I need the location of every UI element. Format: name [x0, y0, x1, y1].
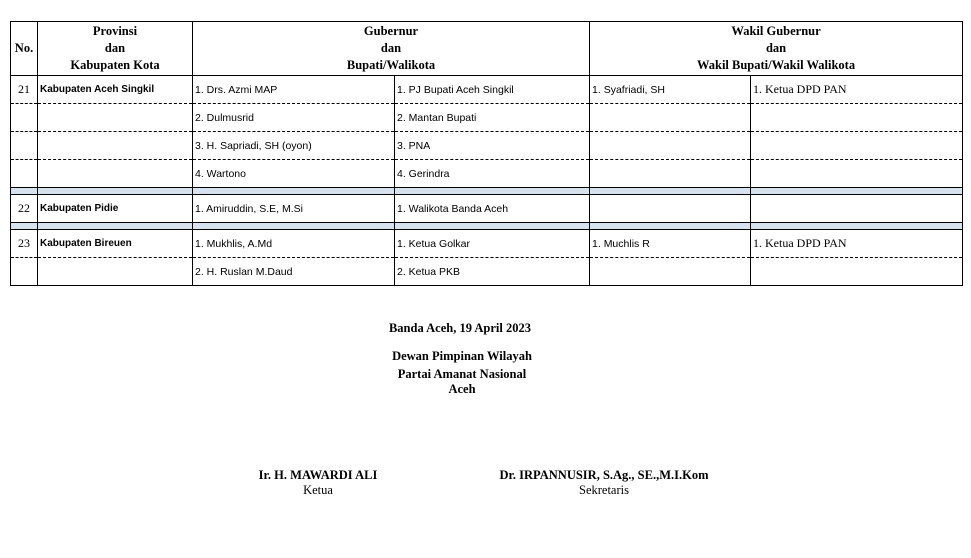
cell-wakil — [590, 104, 751, 132]
cell-nama: 3. H. Sapriadi, SH (oyon) — [193, 132, 395, 160]
org-line-1: Dewan Pimpinan Wilayah — [392, 349, 532, 363]
header-gubernur: Gubernur dan Bupati/Walikota — [193, 22, 590, 76]
cell-wakil-keterangan: 1. Ketua DPD PAN — [751, 230, 963, 258]
header-no: No. — [11, 22, 38, 76]
table-row — [11, 195, 963, 223]
candidate-table — [10, 21, 963, 286]
cell-no: 22 — [11, 195, 38, 223]
header-provinsi: Provinsi dan Kabupaten Kota — [38, 22, 193, 76]
header-wakil: Wakil Gubernur dan Wakil Bupati/Wakil Walikota — [590, 22, 963, 76]
group-separator — [11, 188, 963, 195]
cell-wakil — [590, 160, 751, 188]
cell-wakil: 1. Muchlis R — [590, 230, 751, 258]
cell-kabupaten: Kabupaten Aceh Singkil — [38, 76, 193, 104]
cell-nama: 2. Dulmusrid — [193, 104, 395, 132]
cell-wakil — [590, 258, 751, 286]
cell-no: 21 — [11, 76, 38, 104]
cell-keterangan: 2. Ketua PKB — [395, 258, 590, 286]
org-line-2: Partai Amanat Nasional — [397, 367, 527, 381]
cell-no — [11, 160, 38, 188]
group-separator — [11, 223, 963, 230]
table-row — [11, 132, 963, 160]
cell-wakil-keterangan — [751, 258, 963, 286]
table-row — [11, 104, 963, 132]
cell-kabupaten — [38, 104, 193, 132]
cell-nama: 1. Amiruddin, S.E, M.Si — [193, 195, 395, 223]
signatory-1-role: Ketua — [303, 483, 333, 497]
cell-wakil: 1. Syafriadi, SH — [590, 76, 751, 104]
cell-wakil — [590, 195, 751, 223]
cell-keterangan: 1. Walikota Banda Aceh — [395, 195, 590, 223]
cell-nama: 1. Mukhlis, A.Md — [193, 230, 395, 258]
cell-keterangan: 2. Mantan Bupati — [395, 104, 590, 132]
cell-no: 23 — [11, 230, 38, 258]
table-header-row — [11, 22, 963, 76]
cell-nama: 2. H. Ruslan M.Daud — [193, 258, 395, 286]
place-date: Banda Aceh, 19 April 2023 — [388, 321, 532, 335]
cell-kabupaten: Kabupaten Bireuen — [38, 230, 193, 258]
cell-wakil-keterangan: 1. Ketua DPD PAN — [751, 76, 963, 104]
cell-no — [11, 258, 38, 286]
cell-no — [11, 104, 38, 132]
cell-wakil-keterangan — [751, 160, 963, 188]
table-row — [11, 258, 963, 286]
cell-keterangan: 4. Gerindra — [395, 160, 590, 188]
cell-keterangan: 3. PNA — [395, 132, 590, 160]
cell-wakil-keterangan — [751, 195, 963, 223]
table-row — [11, 160, 963, 188]
org-line-3: Aceh — [448, 382, 476, 396]
cell-kabupaten — [38, 160, 193, 188]
cell-no — [11, 132, 38, 160]
signatory-2-name: Dr. IRPANNUSIR, S.Ag., SE.,M.I.Kom — [499, 468, 709, 482]
signatory-1-name: Ir. H. MAWARDI ALI — [258, 468, 378, 482]
cell-keterangan: 1. Ketua Golkar — [395, 230, 590, 258]
signatory-2-role: Sekretaris — [579, 483, 629, 497]
cell-nama: 4. Wartono — [193, 160, 395, 188]
table-row — [11, 76, 963, 104]
cell-wakil-keterangan — [751, 132, 963, 160]
cell-kabupaten: Kabupaten Pidie — [38, 195, 193, 223]
table-row — [11, 230, 963, 258]
cell-keterangan: 1. PJ Bupati Aceh Singkil — [395, 76, 590, 104]
cell-wakil-keterangan — [751, 104, 963, 132]
cell-nama: 1. Drs. Azmi MAP — [193, 76, 395, 104]
cell-kabupaten — [38, 258, 193, 286]
cell-kabupaten — [38, 132, 193, 160]
cell-wakil — [590, 132, 751, 160]
